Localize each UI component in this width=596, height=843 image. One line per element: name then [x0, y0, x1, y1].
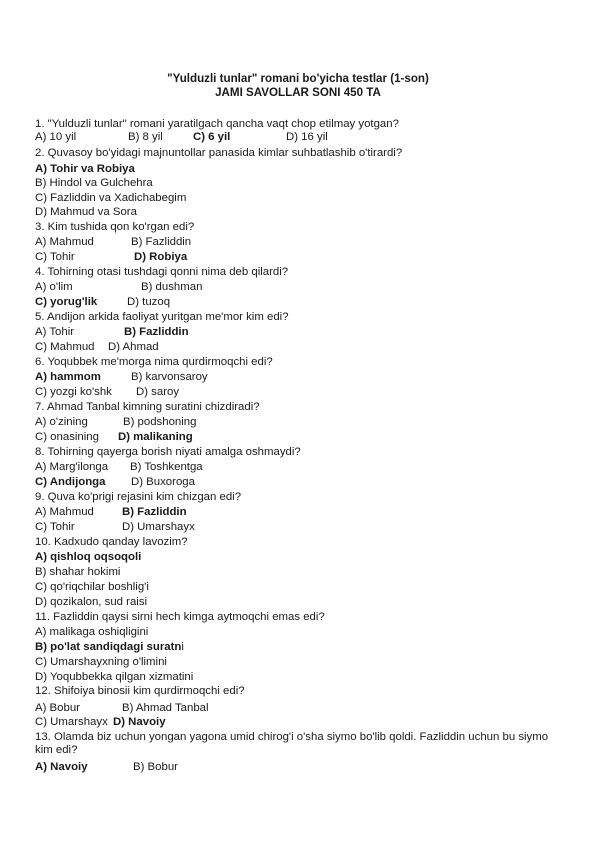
q7-option-c: C) onasining [35, 431, 99, 443]
q8-option-b: B) Toshkentga [130, 461, 203, 473]
q4-option-d: D) tuzoq [127, 296, 171, 308]
q12-option-c: C) Umarshayx [35, 716, 108, 728]
q11-option-b-tail: i [181, 641, 184, 653]
question-2: 2. Quvasoy bo'yidagi majnuntollar panasida kimlar suhbatlashib o'tirardi? [35, 147, 403, 159]
question-6: 6. Yoqubbek me'morga nima qurdirmoqchi edi? [35, 356, 273, 368]
q3-option-c: C) Tohir [35, 251, 75, 263]
q2-option-c: C) Fazliddin va Xadichabegim [35, 192, 187, 204]
q5-option-a: A) Tohir [35, 326, 75, 338]
q8-option-a: A) Marg'ilonga [35, 461, 109, 473]
q3-option-a: A) Mahmud [35, 236, 94, 248]
q7-option-a: A) o'zining [35, 416, 88, 428]
q4-option-b: B) dushman [141, 281, 203, 293]
q12-option-b: B) Ahmad Tanbal [122, 702, 209, 714]
q13-option-b: B) Bobur [133, 761, 178, 773]
question-12: 12. Shifoiya binosii kim qurdirmoqchi edi? [35, 685, 245, 697]
q1-option-a: A) 10 yil [35, 131, 77, 143]
q6-option-a-correct: A) hammom [35, 371, 101, 383]
q12-option-d-correct: D) Navoiy [113, 716, 166, 728]
q8-option-d: D) Buxoroga [131, 476, 195, 488]
q10-option-b: B) shahar hokimi [35, 566, 121, 578]
question-5: 5. Andijon arkida faoliyat yuritgan me'mor kim edi? [35, 311, 289, 323]
q12-option-a: A) Bobur [35, 702, 80, 714]
q5-option-b-correct: B) Fazliddin [124, 326, 189, 338]
q6-option-b: B) karvonsaroy [131, 371, 208, 383]
q5-option-d: D) Ahmad [108, 341, 159, 353]
document-title: "Yulduzli tunlar" romani bo'yicha testlar (1-son) [167, 72, 429, 85]
question-7: 7. Ahmad Tanbal kimning suratini chizdiradi? [35, 401, 260, 413]
q11-option-b-bold-text: B) po'lat sandiqdagi suratn [35, 641, 182, 653]
q4-option-a: A) o'lim [35, 281, 73, 293]
q9-option-a: A) Mahmud [35, 506, 94, 518]
question-8: 8. Tohirning qayerga borish niyati amalga oshmaydi? [35, 446, 301, 458]
q1-option-b: B) 8 yil [128, 131, 163, 143]
question-3: 3. Kim tushida qon ko'rgan edi? [35, 221, 195, 233]
question-10: 10. Kadxudo qanday lavozim? [35, 536, 188, 548]
q2-option-d: D) Mahmud va Sora [35, 206, 137, 218]
q6-option-c: C) yozgi ko'shk [35, 386, 112, 398]
question-9: 9. Quva ko'prigi rejasini kim chizgan edi? [35, 491, 242, 503]
q13-option-a-correct: A) Navoiy [35, 761, 88, 773]
q7-option-b: B) podshoning [123, 416, 197, 428]
q9-option-d: D) Umarshayx [122, 521, 195, 533]
document-subtitle: JAMI SAVOLLAR SONI 450 TA [215, 86, 381, 99]
q3-option-d-correct: D) Robiya [134, 251, 188, 263]
q7-option-d-correct: D) malikaning [118, 431, 193, 443]
q5-option-c: C) Mahmud [35, 341, 95, 353]
q1-option-d: D) 16 yil [286, 131, 328, 143]
question-1: 1. "Yulduzli tunlar" romani yaratilgach qancha vaqt chop etilmay yotgan? [35, 118, 399, 130]
question-13: 13. Olamda biz uchun yongan yagona umid chirog'i o'sha siymo bo'lib qoldi. Fazliddin uchun bu siymo kim edi? [35, 731, 549, 756]
q9-option-b-correct: B) Fazliddin [122, 506, 187, 518]
q11-option-b-correct [35, 641, 184, 654]
question-11: 11. Fazliddin qaysi sirni hech kimga aytmoqchi emas edi? [35, 611, 325, 623]
q4-option-c-correct: C) yorug'lik [35, 296, 98, 308]
q3-option-b: B) Fazliddin [131, 236, 192, 248]
q10-option-d: D) qozikalon, sud raisi [35, 596, 148, 608]
q9-option-c: C) Tohir [35, 521, 75, 533]
q1-option-c-correct: C) 6 yil [193, 131, 231, 143]
q11-option-d: D) Yoqubbekka qilgan xizmatini [35, 671, 194, 683]
question-4: 4. Tohirning otasi tushdagi qonni nima deb qilardi? [35, 266, 289, 278]
q8-option-c-correct: C) Andijonga [35, 476, 106, 488]
q2-option-a-correct: A) Tohir va Robiya [35, 163, 135, 175]
q11-option-c: C) Umarshayxning o'limini [35, 656, 167, 668]
q10-option-a-correct: A) qishloq oqsoqoli [35, 551, 142, 563]
q2-option-b: B) Hindol va Gulchehra [35, 177, 153, 189]
q6-option-d: D) saroy [136, 386, 180, 398]
q11-option-a: A) malikaga oshiqligini [35, 626, 149, 638]
q10-option-c: C) qo'riqchilar boshlig'i [35, 581, 149, 593]
